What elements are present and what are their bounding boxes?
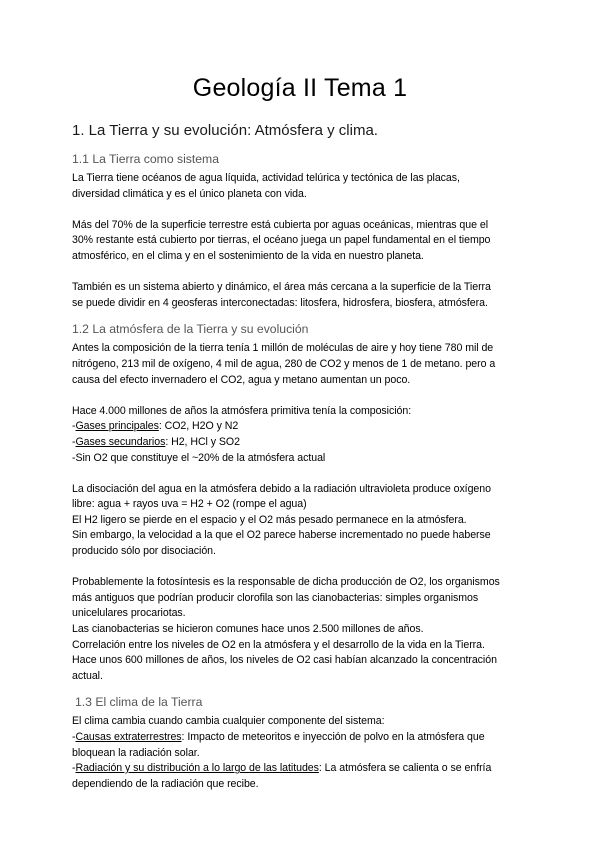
document-title: Geología II Tema 1: [192, 74, 408, 102]
text-line: La disociación del agua en la atmósfera debido a la radiación ultravioleta produce oxígeno: [72, 482, 491, 495]
paragraph-tierra-oceanos: [72, 171, 528, 202]
subsection-heading-1-2: 1.2 La atmósfera de la Tierra y su evolución: [72, 322, 309, 337]
text-line: producido sólo por disociación.: [72, 545, 216, 558]
radiacion-text: : La atmósfera se calienta o se enfría: [318, 762, 492, 775]
text-line: El clima cambia cuando cambia cualquier componente del sistema:: [72, 715, 385, 728]
text-line: La Tierra tiene océanos de agua líquida, actividad telúrica y tectónica de las placas,: [72, 172, 460, 184]
gases-secundarios-text: : H2, HCl y SO2: [165, 435, 240, 448]
causas-text: : Impacto de meteoritos e inyección de polvo en la atmósfera que: [181, 731, 485, 743]
gases-secundarios-label: Gases secundarios: [75, 435, 166, 448]
text-line: dependiendo de la radiación que recibe.: [72, 777, 259, 790]
text-line: Más del 70% de la superficie terrestre está cubierta por aguas oceánicas, mientras que el: [72, 218, 488, 231]
text-line: Probablemente la fotosíntesis es la responsable de dicha producción de O2, los organismos: [72, 576, 500, 589]
text-line: se puede dividir en 4 geosferas interconectadas: litosfera, hidrosfera, biosfera, atmósfera.: [72, 296, 488, 309]
paragraph-composicion: [72, 341, 528, 388]
text-line: diversidad climática y es el único planeta con vida.: [72, 187, 307, 200]
text-line: 30% restante está cubierto por tierras, el océano juega un papel fundamental en el tiempo: [72, 234, 491, 247]
paragraph-atmosfera-primitiva: [72, 404, 528, 466]
text-line: unicelulares procariotas.: [72, 607, 186, 620]
text-line: atmosférico, en el clima y en el sostenimiento de la vida en nuestro planeta.: [72, 249, 424, 262]
list-item-radiacion: -Radiación y su distribución a lo largo de las latitudes: La atmósfera se calienta o se enfría: [72, 762, 492, 775]
text-line: Hace unos 600 millones de años, los niveles de O2 casi habían alcanzado la concentración: [72, 654, 497, 667]
text-line: El H2 ligero se pierde en el espacio y el O2 más pesado permanece en la atmósfera.: [72, 513, 467, 526]
causas-label: Causas extraterrestres: [75, 731, 182, 743]
text-line: más antiguos que podrían producir clorofila son las cianobacterias: simples organismos: [72, 591, 479, 604]
text-line: Sin embargo, la velocidad a la que el O2 parece haberse incrementado no puede haberse: [72, 529, 491, 542]
text-line: Correlación entre los niveles de O2 en la atmósfera y el desarrollo de la vida en la Tierra.: [72, 638, 485, 651]
text-line: También es un sistema abierto y dinámico, el área más cercana a la superficie de la Tierra: [72, 281, 491, 294]
list-item-causas: -Causas extraterrestres: Impacto de meteoritos e inyección de polvo en la atmósfera que: [72, 731, 485, 743]
subsection-heading-1-1: 1.1 La Tierra como sistema: [72, 152, 219, 166]
gases-principales-label: Gases principales: [75, 420, 159, 433]
text-line: Hace 4.000 millones de años la atmósfera primitiva tenía la composición:: [72, 404, 412, 417]
list-item-sin-o2: -Sin O2 que constituye el ~20% de la atmósfera actual: [72, 451, 326, 464]
text-line: libre: agua + rayos uva = H2 + O2 (rompe el agua): [72, 498, 307, 511]
section-heading-1: 1. La Tierra y su evolución: Atmósfera y clima.: [72, 122, 378, 139]
paragraph-superficie: [72, 218, 528, 265]
text-line: Antes la composición de la tierra tenía 1 millón de moléculas de aire y hoy tiene 780 mil de: [72, 342, 494, 355]
gases-principales-text: : CO2, H2O y N2: [158, 420, 239, 433]
text-line: actual.: [72, 669, 103, 682]
list-item-gases-principales: -Gases principales: CO2, H2O y N2: [72, 420, 239, 433]
text-line: nitrógeno, 213 mil de oxígeno, 4 mil de agua, 280 de CO2 y menos de 1 de metano. pero a: [72, 357, 496, 370]
text-line: Las cianobacterias se hicieron comunes hace unos 2.500 millones de años.: [72, 623, 424, 636]
paragraph-disociacion: [72, 482, 528, 560]
radiacion-label: Radiación y su distribución a lo largo de las latitudes: [75, 762, 319, 775]
paragraph-clima: [72, 714, 528, 792]
paragraph-geosferas: [72, 280, 528, 311]
text-line: causa del efecto invernadero el CO2, agua y metano aumentan un poco.: [72, 373, 411, 386]
text-line: bloquean la radiación solar.: [72, 746, 200, 759]
subsection-heading-1-3: 1.3 El clima de la Tierra: [75, 695, 203, 710]
paragraph-fotosintesis: [72, 575, 528, 684]
list-item-gases-secundarios: -Gases secundarios: H2, HCl y SO2: [72, 435, 240, 448]
